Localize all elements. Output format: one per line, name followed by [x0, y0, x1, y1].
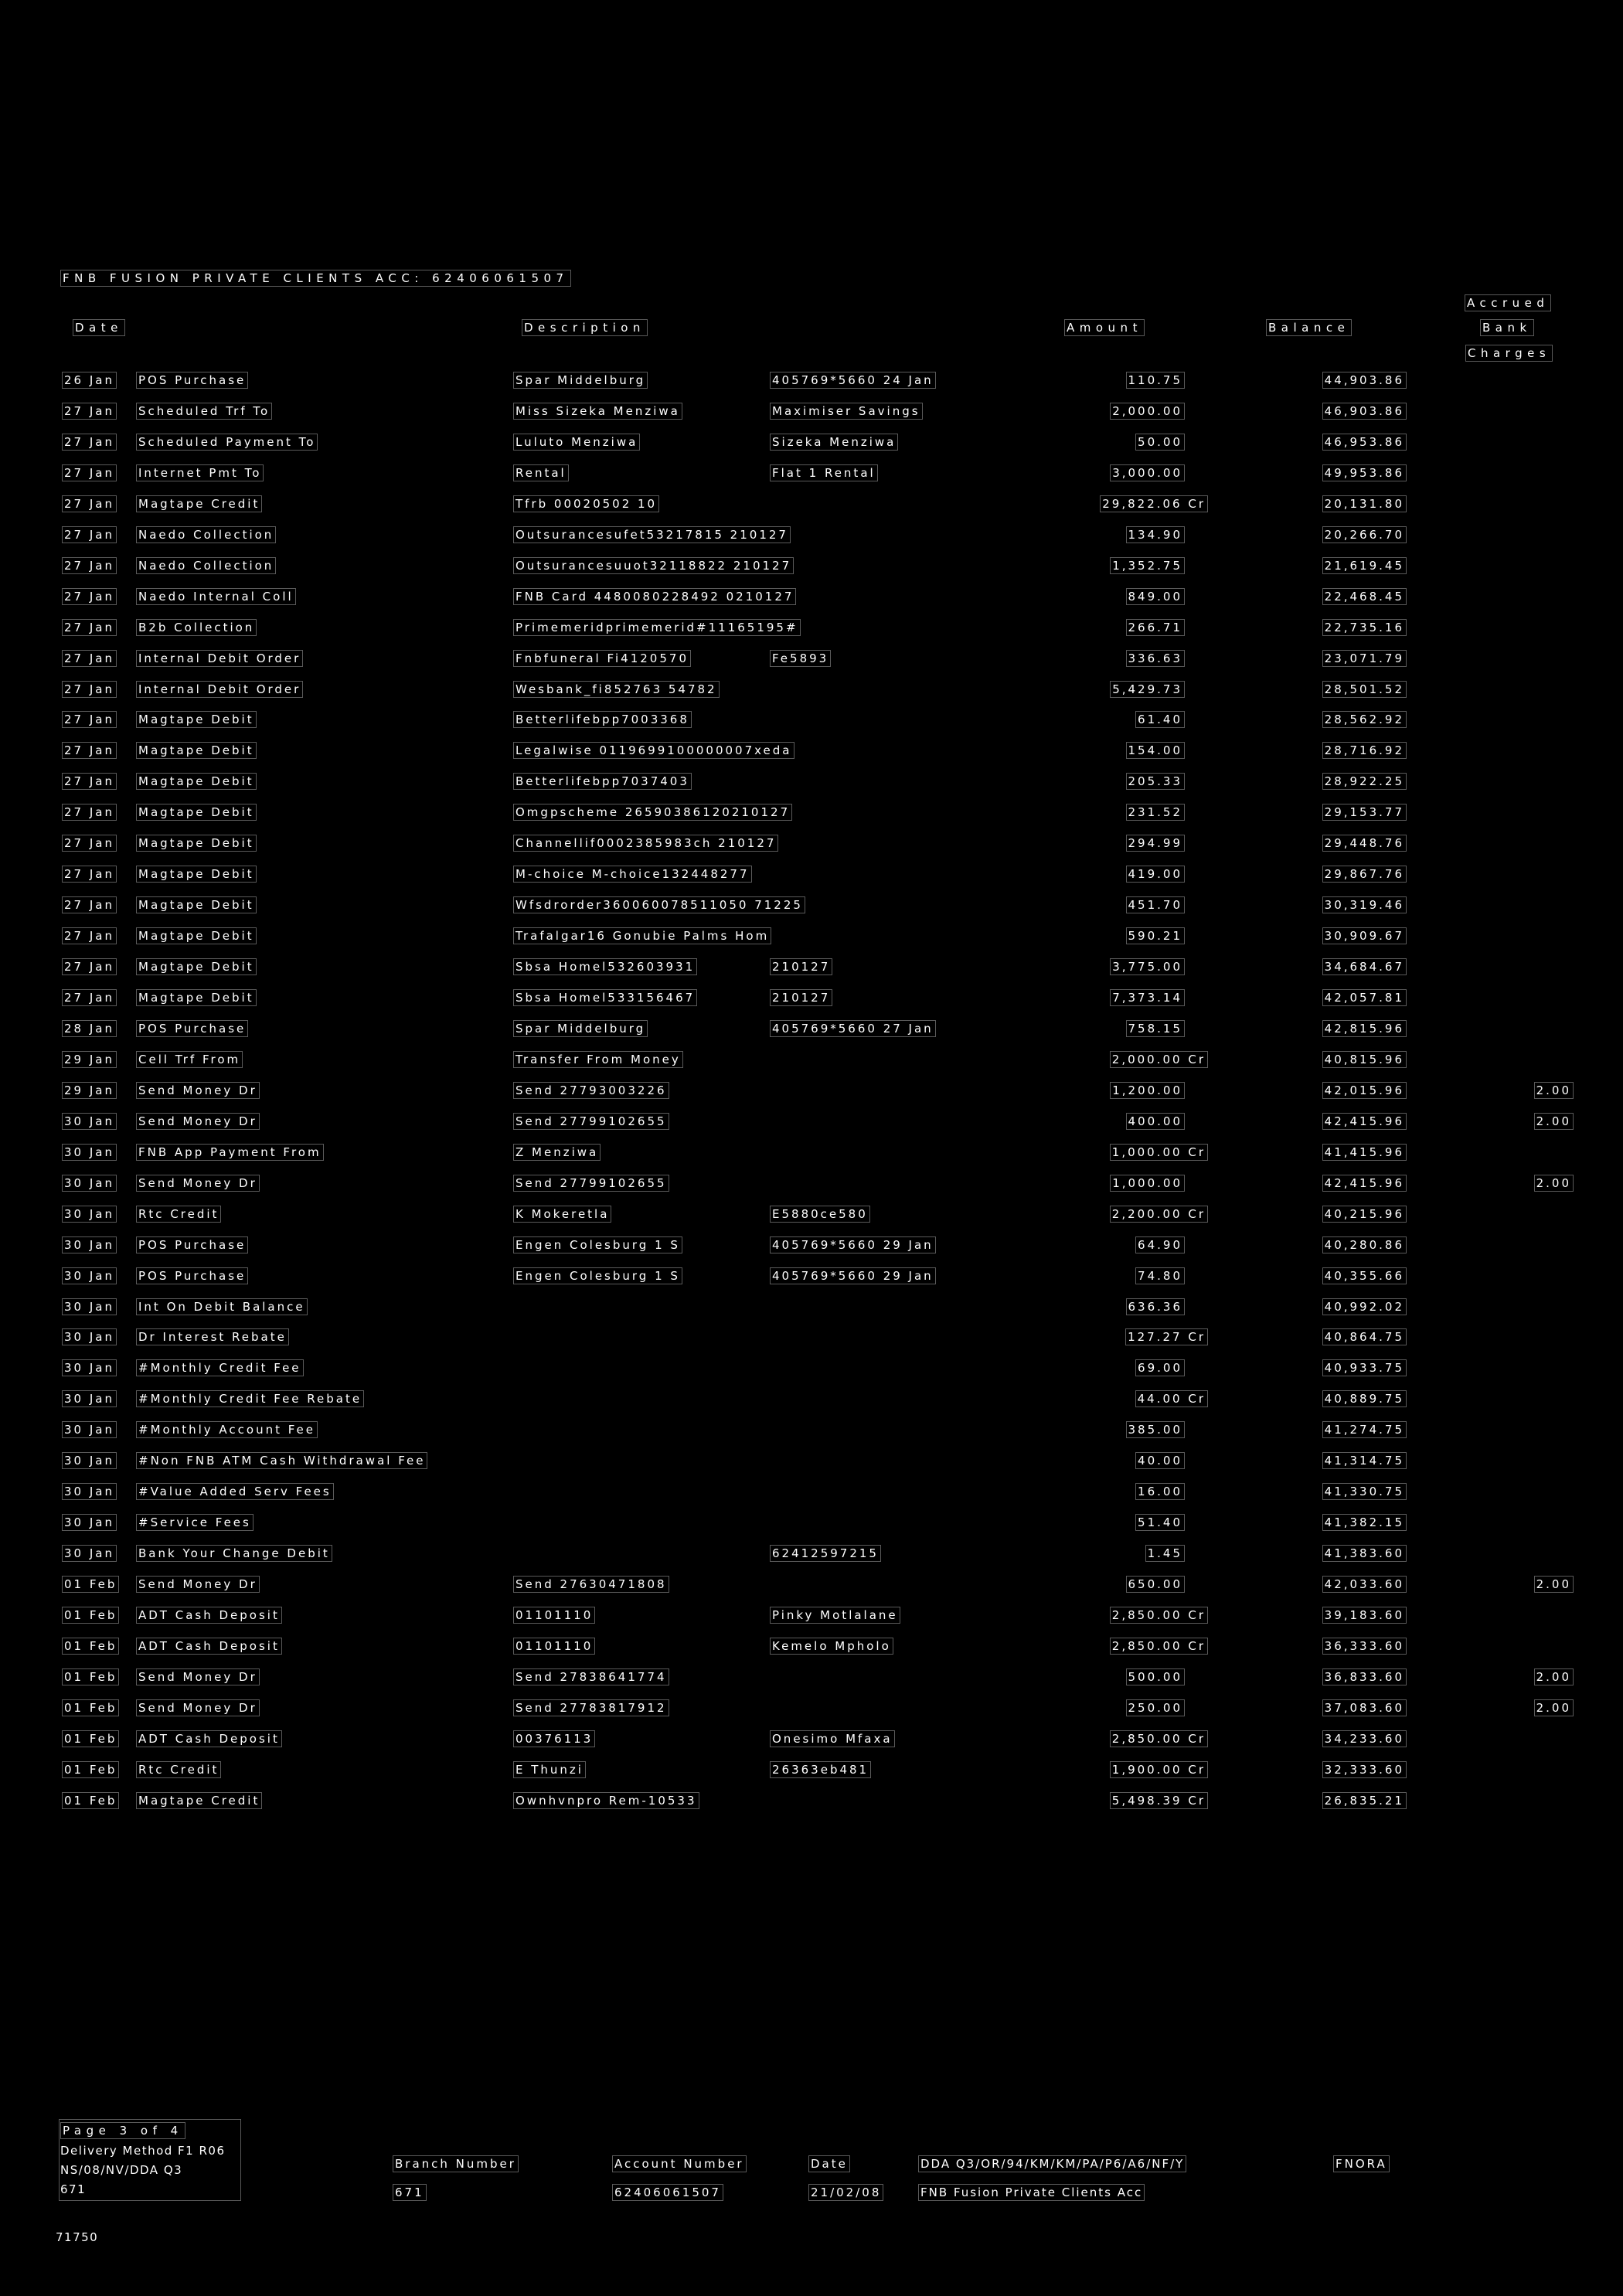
row-type: POS Purchase: [136, 1267, 248, 1284]
row-type: B2b Collection: [136, 619, 257, 636]
row-type: Magtape Debit: [136, 866, 257, 883]
header-amount: Amount: [1064, 319, 1145, 336]
row-type: Magtape Debit: [136, 711, 257, 728]
row-bank-charge: 2.00: [1534, 1175, 1574, 1192]
row-type: Magtape Debit: [136, 896, 257, 913]
row-amount: 40.00: [1135, 1452, 1185, 1469]
row-date: 29 Jan: [62, 1051, 117, 1068]
row-description: Send 27793003226: [513, 1082, 669, 1099]
row-balance: 29,867.76: [1322, 866, 1407, 883]
row-description: Rental: [513, 464, 569, 481]
row-balance: 41,383.60: [1322, 1545, 1407, 1562]
row-date: 27 Jan: [62, 773, 117, 790]
row-description: Engen Colesburg 1 S: [513, 1267, 682, 1284]
row-type: Scheduled Trf To: [136, 403, 272, 420]
row-date: 27 Jan: [62, 557, 117, 574]
row-date: 27 Jan: [62, 866, 117, 883]
row-balance: 36,333.60: [1322, 1638, 1407, 1655]
row-description: Spar Middelburg: [513, 1020, 648, 1037]
row-amount: 205.33: [1126, 773, 1186, 790]
row-description: 01101110: [513, 1607, 595, 1624]
document-number: 71750: [56, 2230, 99, 2244]
row-date: 30 Jan: [62, 1483, 117, 1500]
row-balance: 40,992.02: [1322, 1298, 1407, 1315]
row-description: Channellif0002385983ch 210127: [513, 835, 778, 852]
row-type: Send Money Dr: [136, 1082, 260, 1099]
row-description: Send 27799102655: [513, 1113, 669, 1130]
row-bank-charge: 2.00: [1534, 1699, 1574, 1716]
row-balance: 34,233.60: [1322, 1730, 1407, 1747]
row-amount: 2,000.00 Cr: [1110, 1051, 1208, 1068]
row-amount: 400.00: [1126, 1113, 1186, 1130]
row-date: 01 Feb: [62, 1792, 119, 1809]
row-type: Internal Debit Order: [136, 650, 303, 667]
row-type: #Monthly Credit Fee Rebate: [136, 1390, 364, 1407]
row-bank-charge: 2.00: [1534, 1668, 1574, 1685]
row-date: 30 Jan: [62, 1298, 117, 1315]
row-description: K Mokeretla: [513, 1206, 611, 1223]
row-reference: Kemelo Mpholo: [770, 1638, 893, 1655]
row-type: ADT Cash Deposit: [136, 1638, 282, 1655]
row-date: 30 Jan: [62, 1545, 117, 1562]
row-description: 00376113: [513, 1730, 595, 1747]
row-type: Magtape Debit: [136, 958, 257, 975]
row-type: Magtape Credit: [136, 1792, 262, 1809]
account-code: DDA Q3/OR/94/KM/KM/PA/P6/A6/NF/Y: [918, 2155, 1186, 2172]
row-description: FNB Card 4480080228492 0210127: [513, 588, 796, 605]
row-date: 27 Jan: [62, 896, 117, 913]
row-type: Magtape Debit: [136, 927, 257, 944]
row-date: 30 Jan: [62, 1421, 117, 1438]
row-amount: 16.00: [1135, 1483, 1185, 1500]
row-date: 30 Jan: [62, 1452, 117, 1469]
header-balance: Balance: [1266, 319, 1352, 336]
row-amount: 44.00 Cr: [1135, 1390, 1208, 1407]
row-description: Betterlifebpp7003368: [513, 711, 692, 728]
row-description: Send 27783817912: [513, 1699, 669, 1716]
row-date: 27 Jan: [62, 495, 117, 512]
row-amount: 64.90: [1135, 1236, 1185, 1253]
page-number: Page 3 of 4: [60, 2122, 185, 2139]
row-type: ADT Cash Deposit: [136, 1607, 282, 1624]
row-balance: 37,083.60: [1322, 1699, 1407, 1716]
row-date: 30 Jan: [62, 1359, 117, 1376]
row-balance: 30,909.67: [1322, 927, 1407, 944]
row-reference: 405769*5660 24 Jan: [770, 372, 936, 389]
delivery-method-line3: 671: [60, 2182, 87, 2196]
row-date: 30 Jan: [62, 1267, 117, 1284]
row-date: 29 Jan: [62, 1082, 117, 1099]
row-description: Send 27799102655: [513, 1175, 669, 1192]
row-type: POS Purchase: [136, 372, 248, 389]
row-balance: 40,933.75: [1322, 1359, 1407, 1376]
row-type: Internal Debit Order: [136, 681, 303, 698]
header-charges-line2: Bank: [1480, 319, 1534, 336]
row-type: Naedo Collection: [136, 557, 276, 574]
row-type: Bank Your Change Debit: [136, 1545, 332, 1562]
row-reference: E5880ce580: [770, 1206, 870, 1223]
row-amount: 758.15: [1126, 1020, 1186, 1037]
row-description: Outsurancesuuot32118822 210127: [513, 557, 794, 574]
row-description: Legalwise 0119699100000007xeda: [513, 742, 794, 759]
row-amount: 74.80: [1135, 1267, 1185, 1284]
row-balance: 40,864.75: [1322, 1328, 1407, 1345]
row-bank-charge: 2.00: [1534, 1082, 1574, 1099]
row-reference: Maximiser Savings: [770, 403, 923, 420]
row-type: Magtape Debit: [136, 989, 257, 1006]
row-balance: 49,953.86: [1322, 464, 1407, 481]
row-balance: 41,314.75: [1322, 1452, 1407, 1469]
row-type: Naedo Collection: [136, 526, 276, 543]
account-number-value: 62406061507: [612, 2184, 723, 2201]
row-date: 26 Jan: [62, 372, 117, 389]
row-date: 27 Jan: [62, 650, 117, 667]
row-type: Magtape Debit: [136, 804, 257, 821]
row-balance: 36,833.60: [1322, 1668, 1407, 1685]
row-balance: 20,266.70: [1322, 526, 1407, 543]
row-date: 28 Jan: [62, 1020, 117, 1037]
row-type: Rtc Credit: [136, 1761, 221, 1778]
row-reference: Fe5893: [770, 650, 831, 667]
row-description: Send 27630471808: [513, 1576, 669, 1593]
header-charges-line1: Accrued: [1465, 294, 1551, 311]
row-reference: 405769*5660 29 Jan: [770, 1236, 936, 1253]
row-description: Spar Middelburg: [513, 372, 648, 389]
row-amount: 51.40: [1135, 1514, 1185, 1531]
row-description: Fnbfuneral Fi4120570: [513, 650, 691, 667]
row-type: Send Money Dr: [136, 1175, 260, 1192]
row-type: #Monthly Credit Fee: [136, 1359, 304, 1376]
row-date: 27 Jan: [62, 958, 117, 975]
row-balance: 41,415.96: [1322, 1144, 1407, 1161]
row-date: 27 Jan: [62, 927, 117, 944]
row-balance: 28,501.52: [1322, 681, 1407, 698]
row-reference: 210127: [770, 958, 832, 975]
row-balance: 40,815.96: [1322, 1051, 1407, 1068]
row-description: Sbsa Homel532603931: [513, 958, 697, 975]
row-date: 27 Jan: [62, 403, 117, 420]
row-date: 01 Feb: [62, 1761, 119, 1778]
row-description: Trafalgar16 Gonubie Palms Hom: [513, 927, 771, 944]
row-reference: 26363eb481: [770, 1761, 871, 1778]
row-amount: 419.00: [1126, 866, 1186, 883]
row-balance: 34,684.67: [1322, 958, 1407, 975]
row-amount: 1.45: [1145, 1545, 1185, 1562]
row-balance: 40,280.86: [1322, 1236, 1407, 1253]
row-date: 30 Jan: [62, 1206, 117, 1223]
row-amount: 500.00: [1126, 1668, 1186, 1685]
row-type: Magtape Debit: [136, 773, 257, 790]
row-type: Internet Pmt To: [136, 464, 264, 481]
row-date: 01 Feb: [62, 1638, 119, 1655]
row-description: Sbsa Homel533156467: [513, 989, 697, 1006]
row-amount: 3,775.00: [1110, 958, 1185, 975]
row-date: 27 Jan: [62, 711, 117, 728]
row-reference: 210127: [770, 989, 832, 1006]
account-number-label: Account Number: [612, 2155, 747, 2172]
row-amount: 1,200.00: [1110, 1082, 1185, 1099]
row-type: Send Money Dr: [136, 1668, 260, 1685]
row-type: ADT Cash Deposit: [136, 1730, 282, 1747]
row-description: Wesbank_fi852763 54782: [513, 681, 720, 698]
row-reference: Pinky Motlalane: [770, 1607, 900, 1624]
row-balance: 42,415.96: [1322, 1113, 1407, 1130]
row-amount: 61.40: [1135, 711, 1185, 728]
row-amount: 385.00: [1126, 1421, 1186, 1438]
row-type: Scheduled Payment To: [136, 434, 318, 451]
row-description: Ownhvnpro Rem-10533: [513, 1792, 699, 1809]
row-amount: 29,822.06 Cr: [1100, 495, 1208, 512]
row-amount: 451.70: [1126, 896, 1186, 913]
row-type: Int On Debit Balance: [136, 1298, 308, 1315]
row-balance: 29,448.76: [1322, 835, 1407, 852]
row-type: #Non FNB ATM Cash Withdrawal Fee: [136, 1452, 427, 1469]
row-date: 01 Feb: [62, 1699, 119, 1716]
branch-number-label: Branch Number: [393, 2155, 519, 2172]
row-type: Send Money Dr: [136, 1576, 260, 1593]
row-amount: 231.52: [1126, 804, 1186, 821]
row-amount: 2,850.00 Cr: [1110, 1607, 1208, 1624]
row-amount: 5,498.39 Cr: [1110, 1792, 1208, 1809]
row-balance: 28,716.92: [1322, 742, 1407, 759]
row-bank-charge: 2.00: [1534, 1113, 1574, 1130]
row-reference: 405769*5660 27 Jan: [770, 1020, 936, 1037]
row-description: Transfer From Money: [513, 1051, 683, 1068]
header-description: Description: [522, 319, 648, 336]
row-type: Send Money Dr: [136, 1113, 260, 1130]
row-balance: 40,889.75: [1322, 1390, 1407, 1407]
row-date: 27 Jan: [62, 804, 117, 821]
header-date: Date: [73, 319, 125, 336]
row-amount: 5,429.73: [1110, 681, 1185, 698]
row-amount: 650.00: [1126, 1576, 1186, 1593]
row-balance: 41,274.75: [1322, 1421, 1407, 1438]
row-amount: 2,000.00: [1110, 403, 1185, 420]
row-balance: 42,033.60: [1322, 1576, 1407, 1593]
row-balance: 41,330.75: [1322, 1483, 1407, 1500]
row-balance: 28,562.92: [1322, 711, 1407, 728]
row-description: Tfrb 00020502 10: [513, 495, 659, 512]
row-balance: 40,215.96: [1322, 1206, 1407, 1223]
row-reference: Sizeka Menziwa: [770, 434, 898, 451]
row-amount: 69.00: [1135, 1359, 1185, 1376]
row-type: Magtape Debit: [136, 742, 257, 759]
row-amount: 110.75: [1126, 372, 1186, 389]
row-description: Betterlifebpp7037403: [513, 773, 692, 790]
row-type: Magtape Credit: [136, 495, 262, 512]
row-amount: 1,352.75: [1110, 557, 1185, 574]
row-reference: 405769*5660 29 Jan: [770, 1267, 936, 1284]
row-amount: 294.99: [1126, 835, 1186, 852]
row-amount: 250.00: [1126, 1699, 1186, 1716]
row-date: 27 Jan: [62, 681, 117, 698]
row-amount: 636.36: [1126, 1298, 1186, 1315]
row-amount: 1,900.00 Cr: [1110, 1761, 1208, 1778]
row-balance: 42,815.96: [1322, 1020, 1407, 1037]
row-description: Engen Colesburg 1 S: [513, 1236, 682, 1253]
row-description: E Thunzi: [513, 1761, 586, 1778]
row-date: 30 Jan: [62, 1236, 117, 1253]
row-balance: 44,903.86: [1322, 372, 1407, 389]
row-type: Magtape Debit: [136, 835, 257, 852]
row-date: 01 Feb: [62, 1668, 119, 1685]
row-amount: 336.63: [1126, 650, 1186, 667]
row-type: Send Money Dr: [136, 1699, 260, 1716]
row-balance: 22,468.45: [1322, 588, 1407, 605]
row-type: #Service Fees: [136, 1514, 253, 1531]
fnora-label: FNORA: [1333, 2155, 1390, 2172]
row-balance: 42,057.81: [1322, 989, 1407, 1006]
row-type: FNB App Payment From: [136, 1144, 324, 1161]
row-balance: 41,382.15: [1322, 1514, 1407, 1531]
row-amount: 2,200.00 Cr: [1110, 1206, 1208, 1223]
row-date: 30 Jan: [62, 1328, 117, 1345]
row-bank-charge: 2.00: [1534, 1576, 1574, 1593]
row-description: Primemeridprimemerid#11165195#: [513, 619, 801, 636]
row-amount: 7,373.14: [1110, 989, 1185, 1006]
row-date: 30 Jan: [62, 1390, 117, 1407]
row-type: POS Purchase: [136, 1236, 248, 1253]
row-description: 01101110: [513, 1638, 595, 1655]
row-type: POS Purchase: [136, 1020, 248, 1037]
row-amount: 50.00: [1135, 434, 1185, 451]
row-amount: 1,000.00 Cr: [1110, 1144, 1208, 1161]
row-date: 27 Jan: [62, 434, 117, 451]
delivery-method-line2: NS/08/NV/DDA Q3: [60, 2163, 183, 2177]
delivery-method-line1: Delivery Method F1 R06: [60, 2144, 226, 2158]
row-description: Send 27838641774: [513, 1668, 669, 1685]
row-balance: 29,153.77: [1322, 804, 1407, 821]
row-balance: 46,903.86: [1322, 403, 1407, 420]
row-description: Wfsdrorder360060078511050 71225: [513, 896, 805, 913]
row-balance: 21,619.45: [1322, 557, 1407, 574]
row-date: 27 Jan: [62, 835, 117, 852]
row-type: Rtc Credit: [136, 1206, 221, 1223]
row-balance: 32,333.60: [1322, 1761, 1407, 1778]
row-balance: 20,131.80: [1322, 495, 1407, 512]
row-date: 30 Jan: [62, 1514, 117, 1531]
row-type: #Value Added Serv Fees: [136, 1483, 334, 1500]
row-date: 27 Jan: [62, 588, 117, 605]
row-balance: 42,415.96: [1322, 1175, 1407, 1192]
row-description: Z Menziwa: [513, 1144, 601, 1161]
row-date: 27 Jan: [62, 526, 117, 543]
row-reference: 62412597215: [770, 1545, 881, 1562]
row-amount: 3,000.00: [1110, 464, 1185, 481]
row-balance: 22,735.16: [1322, 619, 1407, 636]
row-balance: 23,071.79: [1322, 650, 1407, 667]
row-amount: 134.90: [1126, 526, 1186, 543]
row-date: 30 Jan: [62, 1113, 117, 1130]
row-amount: 590.21: [1126, 927, 1186, 944]
branch-number-value: 671: [393, 2184, 427, 2201]
row-reference: Flat 1 Rental: [770, 464, 878, 481]
row-balance: 40,355.66: [1322, 1267, 1407, 1284]
row-type: Naedo Internal Coll: [136, 588, 296, 605]
row-date: 27 Jan: [62, 464, 117, 481]
statement-title: FNB FUSION PRIVATE CLIENTS ACC: 62406061507: [60, 270, 571, 287]
row-amount: 2,850.00 Cr: [1110, 1638, 1208, 1655]
statement-date-label: Date: [808, 2155, 850, 2172]
row-date: 01 Feb: [62, 1576, 119, 1593]
row-amount: 1,000.00: [1110, 1175, 1185, 1192]
row-date: 27 Jan: [62, 742, 117, 759]
row-type: Dr Interest Rebate: [136, 1328, 289, 1345]
row-date: 30 Jan: [62, 1175, 117, 1192]
row-balance: 30,319.46: [1322, 896, 1407, 913]
row-description: Miss Sizeka Menziwa: [513, 403, 682, 420]
statement-date-value: 21/02/08: [808, 2184, 883, 2201]
row-reference: Onesimo Mfaxa: [770, 1730, 895, 1747]
row-amount: 154.00: [1126, 742, 1186, 759]
row-description: Omgpscheme 26590386120210127: [513, 804, 792, 821]
row-description: M-choice M-choice132448277: [513, 866, 752, 883]
header-charges-line3: Charges: [1465, 345, 1553, 362]
row-amount: 2,850.00 Cr: [1110, 1730, 1208, 1747]
row-date: 30 Jan: [62, 1144, 117, 1161]
row-date: 01 Feb: [62, 1730, 119, 1747]
row-date: 27 Jan: [62, 989, 117, 1006]
row-balance: 39,183.60: [1322, 1607, 1407, 1624]
row-balance: 42,015.96: [1322, 1082, 1407, 1099]
row-type: #Monthly Account Fee: [136, 1421, 318, 1438]
row-date: 01 Feb: [62, 1607, 119, 1624]
row-description: Luluto Menziwa: [513, 434, 640, 451]
row-type: Cell Trf From: [136, 1051, 243, 1068]
row-description: Outsurancesufet53217815 210127: [513, 526, 791, 543]
account-type: FNB Fusion Private Clients Acc: [918, 2184, 1145, 2201]
row-balance: 28,922.25: [1322, 773, 1407, 790]
row-amount: 127.27 Cr: [1125, 1328, 1208, 1345]
row-balance: 26,835.21: [1322, 1792, 1407, 1809]
row-balance: 46,953.86: [1322, 434, 1407, 451]
row-date: 27 Jan: [62, 619, 117, 636]
row-amount: 266.71: [1126, 619, 1186, 636]
row-amount: 849.00: [1126, 588, 1186, 605]
